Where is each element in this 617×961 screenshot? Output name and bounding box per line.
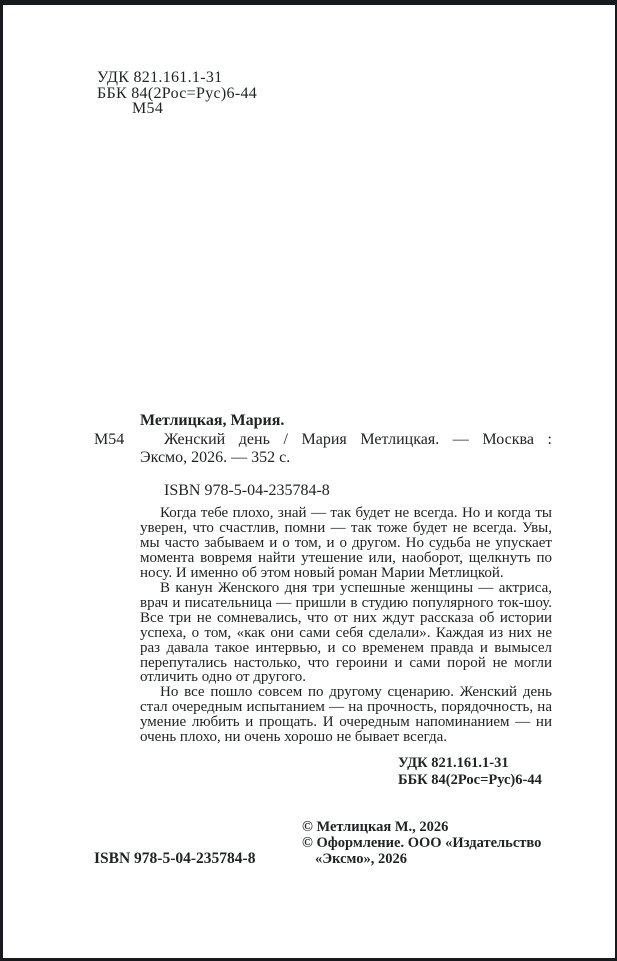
bbk-code-bold: ББК 84(2Рос=Рус)6-44 — [398, 771, 542, 788]
bib-line-1: Женский день / Мария Метлицкая. — Москва : — [164, 430, 552, 448]
annotation-text — [140, 506, 552, 745]
copyright-block — [302, 819, 558, 868]
annotation-paragraph-2: В канун Женского дня три успешные женщины — актриса, врач и писательница — пришли в студию популярного ток-шоу. Все три не сомневались, что от них ждут рассказа об истории успеха, о том, «как они сами себя сделали». Каждая из них не раз давала такое интервью, и со временем правда и вымысел перепутались настолько, что героини и сами порой не могли отличить одно от другого. — [140, 579, 552, 686]
annotation-paragraph-1: Когда тебе плохо, знай — так будет не всегда. Но и когда ты уверен, что счастлив, помни — так тоже будет не всегда. Увы, мы часто забываем и о том, и о другом. Но судьба не упускает момента вовремя найти утешение или, наоборот, щелкнуть по носу. И именно об этом новый роман Марии Метлицкой. — [140, 505, 552, 581]
top-classification-codes — [97, 70, 257, 117]
author-heading: Метлицкая, Мария. — [140, 412, 285, 429]
bib-line-2: Эксмо, 2026. — 352 с. — [140, 449, 291, 466]
copyright-author: © Метлицкая М., 2026 — [302, 819, 449, 835]
author-sign: М54 — [132, 100, 164, 118]
udk-code-bold: УДК 821.161.1-31 — [398, 755, 509, 771]
annotation-paragraph-3: Но все пошло совсем по другому сценарию. Женский день стал очередным испытанием — на прочность, порядочность, на умение любить и прощать. И очередным напоминанием — ни очень плохо, ни очень хорошо не бывает всегда. — [140, 684, 552, 746]
udk-code: УДК 821.161.1-31 — [97, 69, 223, 86]
author-sign-margin: М54 — [94, 430, 125, 448]
bbk-code: ББК 84(2Рос=Рус)6-44 — [97, 84, 258, 102]
bottom-classification-codes — [398, 755, 542, 788]
bibliographic-description — [94, 430, 552, 468]
copyright-design: © Оформление. ООО «Издательство «Эксмо», 2026 — [302, 835, 542, 868]
catalog-card — [94, 412, 552, 468]
catalog-isbn: ISBN 978-5-04-235784-8 — [164, 482, 330, 499]
footer-isbn: ISBN 978-5-04-235784-8 — [94, 850, 256, 867]
